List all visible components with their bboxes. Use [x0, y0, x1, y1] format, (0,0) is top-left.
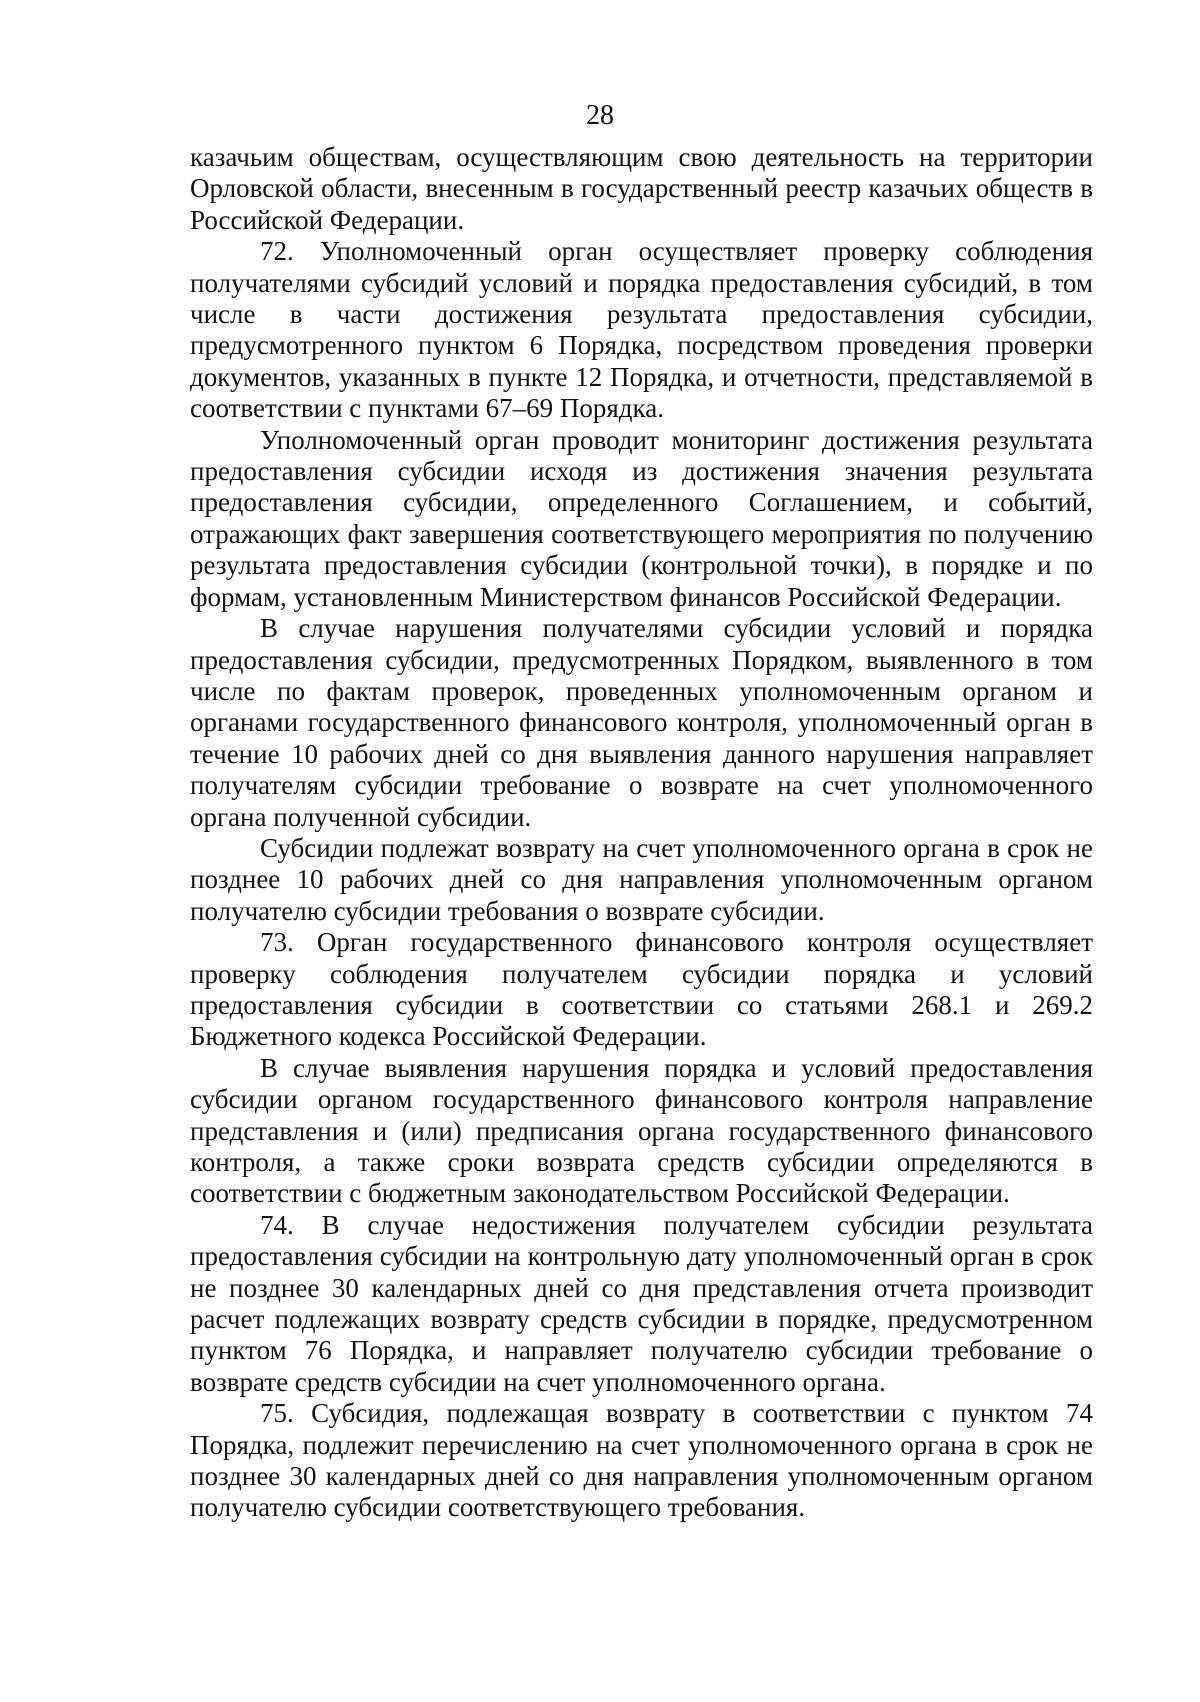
paragraph-return-deadline: Субсидии подлежат возврату на счет уполномоченного органа в срок не позднее 10 рабочих дней со дня направления уполномоченным органом получателю субсидии требования о возврате субсидии. [190, 832, 1093, 926]
paragraph-72: 72. Уполномоченный орган осуществляет проверку соблюдения получателями субсидий условий и порядка предоставления субсидий, в том числе в части достижения результата предоставления субсидии, предусмотренного пунктом 6 Порядка, посредством проведения проверки документов, указанных в пункте 12 Порядка, и отчетности, представляемой в соответствии с пунктами 67–69 Порядка. [190, 236, 1093, 424]
paragraph-75: 75. Субсидия, подлежащая возврату в соответствии с пунктом 74 Порядка, подлежит перечислению на счет уполномоченного органа в срок не позднее 30 календарных дней со дня направления уполномоченным органом получателю субсидии соответствующего требования. [190, 1398, 1093, 1523]
paragraph-monitoring: Уполномоченный орган проводит мониторинг достижения результата предоставления субсидии исходя из достижения значения результата предоставления субсидии, определенного Соглашением, и событий, отражающих факт завершения соответствующего мероприятия по получению результата предоставления субсидии (контрольной точки), в порядке и по формам, установленным Министерством финансов Российской Федерации. [190, 424, 1093, 612]
paragraph-73: 73. Орган государственного финансового контроля осуществляет проверку соблюдения получателем субсидии порядка и условий предоставления субсидии в соответствии со статьями 268.1 и 269.2 Бюджетного кодекса Российской Федерации. [190, 927, 1093, 1052]
paragraph-control-findings: В случае выявления нарушения порядка и условий предоставления субсидии органом государственного финансового контроля направление представления и (или) предписания органа государственного финансового контроля, а также сроки возврата средств субсидии определяются в соответствии с бюджетным законодательством Российской Федерации. [190, 1052, 1093, 1209]
document-body [190, 142, 1093, 1524]
paragraph-74: 74. В случае недостижения получателем субсидии результата предоставления субсидии на контрольную дату уполномоченный орган в срок не позднее 30 календарных дней со дня представления отчета производит расчет подлежащих возврату средств субсидии в порядке, предусмотренном пунктом 76 Порядка, и направляет получателю субсидии требование о возврате средств субсидии на счет уполномоченного органа. [190, 1209, 1093, 1397]
paragraph-continuation: казачьим обществам, осуществляющим свою деятельность на территории Орловской области, внесенным в государственный реестр казачьих обществ в Российской Федерации. [190, 142, 1093, 235]
paragraph-violation: В случае нарушения получателями субсидии условий и порядка предоставления субсидии, предусмотренных Порядком, выявленного в том числе по фактам проверок, проведенных уполномоченным органом и органами государственного финансового контроля, уполномоченный орган в течение 10 рабочих дней со дня выявления данного нарушения направляет получателям субсидии требование о возврате на счет уполномоченного органа полученной субсидии. [190, 613, 1093, 832]
page-number: 28 [586, 100, 614, 131]
